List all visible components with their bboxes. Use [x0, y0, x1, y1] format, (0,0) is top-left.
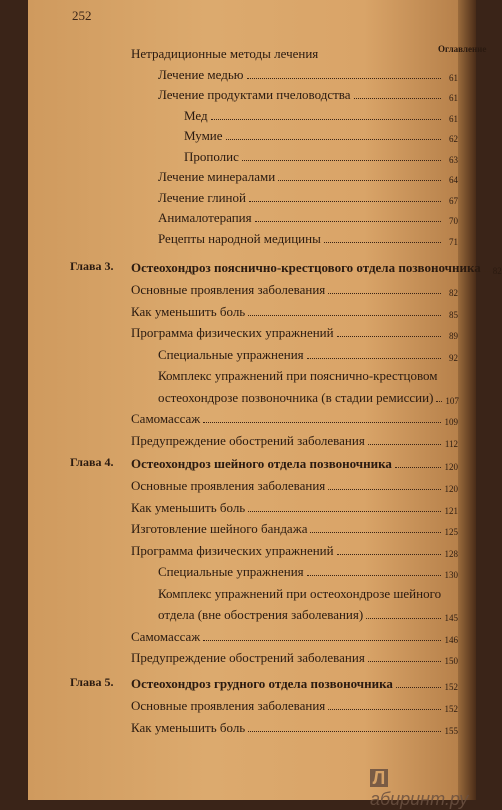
- toc-entry-title: Лечение продуктами пчеловодства: [158, 87, 351, 102]
- dot-leader: [328, 293, 441, 294]
- toc-entry: [158, 560, 458, 580]
- dot-leader: [337, 336, 441, 337]
- toc-entry: [131, 517, 458, 537]
- toc-entry-title: Основные проявления заболевания: [131, 698, 326, 713]
- toc-entry-page: 112: [444, 438, 458, 449]
- toc-entry: [158, 165, 458, 185]
- toc-entry-title: Программа физических упражнений: [131, 325, 334, 340]
- dot-leader: [307, 358, 441, 359]
- page-edge: [458, 0, 476, 800]
- toc-entry: [158, 386, 458, 406]
- toc-entry: [184, 124, 458, 144]
- dot-leader: [354, 98, 441, 99]
- toc-entry-page: 89: [449, 331, 458, 341]
- running-head: Оглавление: [438, 44, 487, 54]
- toc-entry-title: Нетрадиционные методы лечения: [131, 46, 319, 61]
- toc-entry: [158, 582, 458, 602]
- toc-entry-page: 150: [444, 656, 458, 666]
- toc-entry: [131, 429, 458, 449]
- dot-leader: [337, 554, 441, 555]
- toc-entry-title: Предупреждение обострений заболевания: [131, 432, 365, 448]
- dot-leader: [278, 180, 441, 181]
- chapter-heading: [131, 256, 502, 276]
- dot-leader: [310, 532, 441, 533]
- dot-leader: [203, 422, 441, 423]
- toc-entry-page: 61: [449, 113, 458, 124]
- toc-entry-title: Мумие: [184, 128, 223, 143]
- toc-entry: [184, 145, 458, 165]
- toc-entry-page: 121: [444, 505, 458, 516]
- toc-entry-title: Как уменьшить боль: [131, 719, 246, 735]
- toc-entry-title: Комплекс упражнений при остеохондрозе шейного: [158, 585, 442, 601]
- page-number: 252: [72, 8, 92, 23]
- dot-leader: [248, 315, 441, 316]
- toc-entry-title: Основные проявления заболевания: [131, 282, 326, 297]
- dot-leader: [249, 201, 441, 202]
- toc-entry-page: 152: [444, 704, 458, 714]
- toc-entry-page: 71: [449, 236, 458, 247]
- dot-leader: [328, 709, 441, 710]
- toc-entry-page: 82: [449, 288, 458, 298]
- toc-entry-page: 61: [449, 93, 458, 103]
- toc-entry: [131, 321, 458, 341]
- toc-entry-title: Специальные упражнения: [158, 564, 304, 579]
- toc-entry-page: 70: [449, 216, 458, 226]
- book-page: [28, 0, 502, 809]
- toc-entry-title: Самомассаж: [131, 628, 201, 644]
- toc-entry-title: Как уменьшить боль: [131, 499, 246, 515]
- toc-entry-title: Лечение медью: [158, 66, 244, 82]
- chapter-heading-title: Остеохондроз пояснично-крестцового отдела позвоночника: [131, 260, 481, 275]
- toc-entry-page: 155: [444, 725, 458, 736]
- toc-entry-title: Специальные упражнения: [158, 346, 304, 362]
- toc-entry: [131, 694, 458, 714]
- chapter-heading-page: 82: [492, 266, 502, 276]
- toc-entry-title: Мед: [184, 107, 208, 123]
- watermark-text: абиринт.ру: [370, 789, 469, 809]
- toc-entry-title: Программа физических упражнений: [131, 542, 334, 558]
- chapter-heading-page: 152: [444, 682, 458, 692]
- dot-leader: [324, 242, 441, 243]
- toc-entry-title: Как уменьшить боль: [131, 303, 246, 319]
- toc-entry-page: 109: [444, 417, 458, 427]
- toc-entry: [131, 716, 458, 736]
- toc-entry-page: 63: [449, 154, 458, 165]
- toc-entry-page: 85: [449, 309, 458, 320]
- toc-entry-title: Лечение минералами: [158, 169, 276, 184]
- chapter-label: Глава 4.: [70, 455, 114, 469]
- chapter-heading: [131, 672, 458, 692]
- toc-entry-page: 64: [449, 175, 458, 185]
- toc-entry: [131, 42, 458, 62]
- toc-entry-page: 146: [444, 634, 458, 645]
- toc-entry-title: Рецепты народной медицины: [158, 230, 321, 246]
- toc-entry-title: Изготовление шейного бандажа: [131, 521, 308, 536]
- dot-leader: [307, 575, 441, 576]
- toc-entry: [131, 625, 458, 645]
- toc-entry-page: 62: [449, 134, 458, 144]
- toc-entry: [184, 104, 458, 124]
- toc-entry: [158, 63, 458, 83]
- toc-entry-page: 125: [444, 527, 458, 537]
- chapter-label: Глава 3.: [70, 259, 114, 273]
- toc-entry-page: 61: [449, 72, 458, 83]
- toc-entry: [131, 300, 458, 320]
- chapter-heading: [131, 452, 458, 472]
- chapter-label: Глава 5.: [70, 675, 114, 689]
- toc-entry-title: Комплекс упражнений при пояснично-крестцовом: [158, 368, 438, 383]
- toc-entry-title: отдела (вне обострения заболевания): [158, 607, 364, 622]
- toc-entry: [131, 474, 458, 494]
- dot-leader: [247, 78, 442, 79]
- dot-leader: [328, 489, 441, 490]
- dot-leader: [211, 119, 441, 120]
- toc-entry-title: Лечение глиной: [158, 189, 246, 205]
- dot-leader: [366, 618, 441, 619]
- dot-leader: [248, 511, 441, 512]
- dot-leader: [368, 444, 441, 445]
- dot-leader: [436, 401, 442, 402]
- toc-entry-page: 128: [444, 548, 458, 559]
- toc-entry-title: Прополис: [184, 148, 239, 164]
- dot-leader: [395, 467, 441, 468]
- toc-entry-title: остеохондрозе позвоночника (в стадии ремиссии): [158, 389, 434, 405]
- chapter-heading-title: Остеохондроз грудного отдела позвоночника: [131, 676, 393, 691]
- dot-leader: [368, 661, 441, 662]
- dot-leader: [396, 687, 441, 688]
- dot-leader: [484, 271, 490, 272]
- toc-entry: [131, 539, 458, 559]
- toc-entry: [158, 186, 458, 206]
- toc-entry: [131, 278, 458, 298]
- toc-entry-title: Предупреждение обострений заболевания: [131, 650, 365, 665]
- toc-entry-page: 107: [445, 395, 459, 406]
- dot-leader: [242, 160, 441, 161]
- toc-entry: [158, 83, 458, 103]
- toc-entry: [131, 496, 458, 516]
- watermark-logo: Лабиринт.ру: [370, 768, 469, 809]
- toc-entry: [158, 364, 458, 384]
- toc-entry-title: Основные проявления заболевания: [131, 478, 326, 493]
- toc-entry: [158, 343, 458, 363]
- toc-entry: [131, 646, 458, 666]
- toc-entry-page: 120: [444, 484, 458, 494]
- dot-leader: [255, 221, 441, 222]
- dot-leader: [248, 731, 441, 732]
- chapter-heading-title: Остеохондроз шейного отдела позвоночника: [131, 456, 392, 471]
- chapter-heading-page: 120: [444, 462, 458, 472]
- toc-entry-page: 92: [449, 352, 458, 363]
- dot-leader: [226, 139, 441, 140]
- toc-entry: [158, 603, 458, 623]
- toc-entry-page: 145: [444, 613, 458, 623]
- toc-entry-page: 130: [444, 570, 458, 580]
- toc-entry: [131, 407, 458, 427]
- dot-leader: [203, 640, 441, 641]
- toc-entry: [158, 206, 458, 226]
- toc-entry-title: Самомассаж: [131, 411, 201, 426]
- toc-entry-title: Анималотерапия: [158, 210, 252, 225]
- toc-entry: [158, 227, 458, 247]
- toc-entry-page: 67: [449, 195, 458, 206]
